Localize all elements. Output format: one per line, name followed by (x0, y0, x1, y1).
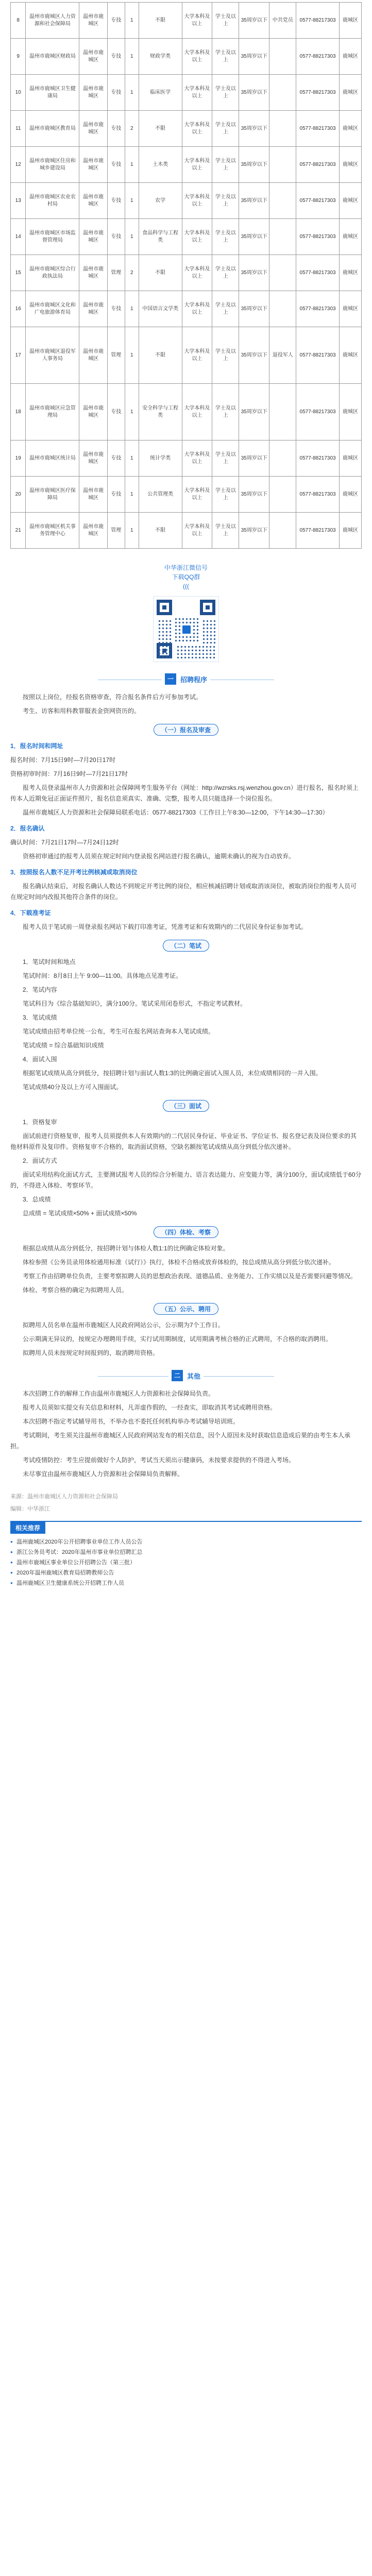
table-cell: 农学 (139, 183, 182, 219)
paragraph: 报考人员登录温州市人力资源和社会保障网考生服务平台（网址：http://wzrsks.rsj.wenzhou.gov.cn）进行报名，报名时须上传本人近期免冠正面证件照片，报名信息须真实、准确、完整，报考人员只能选择一个岗位报名。 (10, 784, 359, 802)
table-cell: 专技 (107, 219, 125, 255)
paragraph: 确认时间：7月21日17时—7月24日12时 (10, 839, 119, 846)
table-cell: 专技 (107, 75, 125, 111)
table-cell: 学士及以上 (212, 327, 239, 384)
sub-header-signup: （一）报名及审查 (10, 724, 362, 736)
table-cell: 大学本科及以上 (182, 111, 212, 147)
table-row (11, 291, 362, 327)
table-cell: 学士及以上 (212, 440, 239, 477)
table-cell: 学士及以上 (212, 477, 239, 513)
table-cell: 学士及以上 (212, 255, 239, 291)
paragraph: 考试疫情防控：考生应提前做好个人防护，考试当天须出示健康码，未按要求提供的不得进入考场。 (23, 1456, 295, 1464)
paragraph: 总成绩 = 笔试成绩×50% + 面试成绩×50% (23, 1210, 137, 1217)
table-row (11, 111, 362, 147)
table-cell: 不限 (139, 3, 182, 39)
recommendation-title: 相关推荐 (10, 1522, 45, 1534)
paragraph: 根据笔试成绩从高分到低分，按招聘计划与面试人数1:3的比例确定面试入围人员，末位成绩相同的一并入围。 (23, 1070, 322, 1077)
paragraph: 拟聘用人员未按规定时间报到的，取消聘用资格。 (23, 1349, 159, 1357)
table-row (11, 147, 362, 183)
table-cell: 学士及以上 (212, 147, 239, 183)
table-cell (269, 384, 296, 440)
table-cell (269, 75, 296, 111)
table-cell: 温州市鹿城区机关事务管理中心 (26, 513, 79, 549)
section-label: 其他 (187, 1372, 200, 1380)
table-cell: 9 (11, 39, 26, 75)
paragraph: 考试期间，考生须关注温州市鹿城区人民政府网站发布的相关信息，因个人原因未及时获取信息造成后果的由考生本人承担。 (10, 1432, 351, 1450)
table-cell: 鹿城区 (339, 183, 361, 219)
table-cell: 温州市鹿城区医疗保障局 (26, 477, 79, 513)
table-row (11, 255, 362, 291)
table-cell: 大学本科及以上 (182, 291, 212, 327)
subsection-title: 1．报名时间和网址 (10, 742, 63, 750)
table-cell: 专技 (107, 291, 125, 327)
table-cell: 温州市鹿城区 (79, 384, 107, 440)
recommendation-link[interactable]: ● 2020年温州鹿城区教育局招聘教师公告 (10, 1568, 362, 1578)
table-cell: 温州市鹿城区应急管理局 (26, 384, 79, 440)
table-cell: 大学本科及以上 (182, 3, 212, 39)
paragraph: 体检参照《公务员录用体检通用标准（试行）》执行，体检不合格或放弃体检的，按总成绩从高分到低分依次递补。 (23, 1259, 335, 1266)
table-cell (269, 291, 296, 327)
paragraph: 笔试时间：8月8日上午 9:00—11:00。具体地点见准考证。 (23, 972, 182, 979)
table-cell: 大学本科及以上 (182, 39, 212, 75)
table-cell: 1 (125, 327, 139, 384)
table-cell: 35周岁以下 (239, 183, 269, 219)
table-cell: 大学本科及以上 (182, 477, 212, 513)
paragraph: 体检、考察合格的确定为拟聘用人员。 (23, 1286, 128, 1294)
section-number: 一 (165, 673, 176, 685)
table-cell: 专技 (107, 111, 125, 147)
table-cell: 温州市鹿城区 (79, 3, 107, 39)
table-cell: 鹿城区 (339, 327, 361, 384)
table-cell: 温州市鹿城区 (79, 291, 107, 327)
table-cell: 温州市鹿城区 (79, 219, 107, 255)
recommendation-link[interactable]: ● 浙江公务员考试：2020年温州市事业单位招聘汇总 (10, 1547, 362, 1557)
table-cell: 0577-88217303 (296, 477, 340, 513)
paragraph: 3．总成绩 (23, 1196, 51, 1203)
table-cell: 温州市鹿城区农业农村局 (26, 183, 79, 219)
table-row (11, 219, 362, 255)
table-cell: 鹿城区 (339, 440, 361, 477)
table-row (11, 75, 362, 111)
table-cell (269, 39, 296, 75)
qr-code-image[interactable] (153, 596, 219, 662)
table-cell: 35周岁以下 (239, 111, 269, 147)
table-cell: 35周岁以下 (239, 255, 269, 291)
table-cell: 1 (125, 219, 139, 255)
table-cell: 35周岁以下 (239, 39, 269, 75)
paragraph: 温州市鹿城区人力资源和社会保障局联系电话：0577-88217303（工作日上午8:30—12:00，下午14:30—17:30） (23, 809, 329, 816)
table-row (11, 384, 362, 440)
table-cell: 0577-88217303 (296, 183, 340, 219)
table-cell: 11 (11, 111, 26, 147)
table-cell: 35周岁以下 (239, 291, 269, 327)
table-cell: 鹿城区 (339, 513, 361, 549)
paragraph: 资格初审时间：7月16日9时—7月21日17时 (10, 770, 128, 777)
paragraph: 根据总成绩从高分到低分，按招聘计划与体检人数1:1的比例确定体检对象。 (23, 1245, 229, 1252)
paragraph: 本次招聘工作的解释工作由温州市鹿城区人力资源和社会保障局负责。 (23, 1390, 215, 1397)
table-cell: 35周岁以下 (239, 219, 269, 255)
table-cell: 1 (125, 291, 139, 327)
table-cell: 35周岁以下 (239, 327, 269, 384)
table-cell: 温州市鹿城区 (79, 75, 107, 111)
table-cell: 1 (125, 384, 139, 440)
table-cell: 15 (11, 255, 26, 291)
table-cell: 温州市鹿城区统计局 (26, 440, 79, 477)
section-header-procedure (10, 673, 362, 686)
table-cell: 35周岁以下 (239, 3, 269, 39)
table-cell (269, 111, 296, 147)
table-cell: 17 (11, 327, 26, 384)
table-cell: 温州市鹿城区 (79, 255, 107, 291)
table-cell: 土木类 (139, 147, 182, 183)
table-cell: 不限 (139, 513, 182, 549)
table-cell: 安全科学与工程类 (139, 384, 182, 440)
table-cell: 0577-88217303 (296, 219, 340, 255)
table-cell: 温州市鹿城区 (79, 327, 107, 384)
table-cell: 鹿城区 (339, 291, 361, 327)
table-cell: 鹿城区 (339, 219, 361, 255)
qr-block (10, 563, 362, 662)
table-cell: 温州市鹿城区 (79, 183, 107, 219)
subsection-title: 2．报名确认 (10, 825, 45, 832)
table-cell: 12 (11, 147, 26, 183)
table-cell: 0577-88217303 (296, 327, 340, 384)
paragraph: 面试采用结构化面试方式，主要测试报考人员的综合分析能力、语言表达能力、应变能力等，满分100分，面试成绩低于60分的，不得进入体检、考察环节。 (10, 1171, 362, 1189)
table-cell: 0577-88217303 (296, 440, 340, 477)
table-cell: 管理 (107, 513, 125, 549)
table-cell: 临床医学 (139, 75, 182, 111)
table-cell: 温州市鹿城区市场监督管理局 (26, 219, 79, 255)
table-row (11, 3, 362, 39)
table-cell: 鹿城区 (339, 384, 361, 440)
table-row (11, 39, 362, 75)
table-cell: 温州市鹿城区住房和城乡建设局 (26, 147, 79, 183)
qr-caption-3: ((( (183, 583, 189, 590)
table-cell: 1 (125, 183, 139, 219)
table-cell: 专技 (107, 440, 125, 477)
table-cell: 35周岁以下 (239, 440, 269, 477)
table-cell: 专技 (107, 477, 125, 513)
table-cell: 鹿城区 (339, 477, 361, 513)
table-cell: 大学本科及以上 (182, 255, 212, 291)
table-cell: 8 (11, 3, 26, 39)
paragraph: 考察工作由招聘单位负责，主要考察拟聘人员的思想政治表现、道德品质、业务能力、工作实绩以及是否需要回避等情况。 (23, 1273, 357, 1280)
table-cell: 学士及以上 (212, 39, 239, 75)
table-cell: 学士及以上 (212, 291, 239, 327)
section-number: 二 (172, 1370, 183, 1381)
table-cell: 鹿城区 (339, 255, 361, 291)
table-row (11, 513, 362, 549)
paragraph: 拟聘用人员名单在温州市鹿城区人民政府网站公示，公示期为7个工作日。 (23, 1321, 224, 1329)
table-cell: 0577-88217303 (296, 513, 340, 549)
recruitment-table (10, 2, 362, 549)
table-cell: 不限 (139, 327, 182, 384)
recommendation-box (10, 1521, 362, 1588)
table-cell (269, 440, 296, 477)
section-label: 招聘程序 (180, 675, 207, 684)
table-cell: 温州市鹿城区财政局 (26, 39, 79, 75)
paragraph: 笔试成绩 = 综合基础知识成绩 (23, 1042, 104, 1049)
paragraph: 报考人员于笔试前一周登录报名网站下载打印准考证，凭准考证和有效期内的二代居民身份证参加考试。 (23, 923, 308, 930)
table-row (11, 327, 362, 384)
table-cell: 专技 (107, 147, 125, 183)
sub-header-publicity: （五）公示、聘用 (10, 1303, 362, 1315)
table-cell: 鹿城区 (339, 147, 361, 183)
table-cell: 1 (125, 513, 139, 549)
table-cell: 20 (11, 477, 26, 513)
table-cell: 1 (125, 477, 139, 513)
table-cell: 18 (11, 384, 26, 440)
table-cell: 大学本科及以上 (182, 440, 212, 477)
table-cell: 温州市鹿城区文化和广电旅游体育局 (26, 291, 79, 327)
section-header-other (10, 1370, 362, 1382)
paragraph: 笔试成绩40分及以上方可入围面试。 (23, 1083, 123, 1091)
recommendation-list (10, 1537, 362, 1588)
article-editor: 编辑：中华浙江 (10, 1506, 50, 1512)
table-cell: 0577-88217303 (296, 147, 340, 183)
table-cell: 学士及以上 (212, 384, 239, 440)
paragraph: 2．面试方式 (23, 1157, 57, 1164)
table-cell: 中国语言文学类 (139, 291, 182, 327)
table-cell: 温州市鹿城区 (79, 39, 107, 75)
table-cell: 不限 (139, 111, 182, 147)
paragraph: 报考人员须如实提交有关信息和材料，凡弄虚作假的，一经查实，即取消其考试或聘用资格。 (23, 1404, 277, 1411)
table-cell (269, 219, 296, 255)
table-cell: 温州市鹿城区 (79, 513, 107, 549)
table-cell: 温州市鹿城区 (79, 440, 107, 477)
table-cell: 温州市鹿城区卫生健康局 (26, 75, 79, 111)
table-cell: 0577-88217303 (296, 3, 340, 39)
recommendation-link[interactable]: ● 温州市鹿城区事业单位公开招聘公告（第三批） (10, 1557, 362, 1568)
table-cell: 1 (125, 39, 139, 75)
recommendation-link[interactable]: ● 温州鹿城区2020年公开招聘事业单位工作人员公告 (10, 1537, 362, 1547)
table-cell: 0577-88217303 (296, 75, 340, 111)
table-cell: 13 (11, 183, 26, 219)
table-cell: 2 (125, 111, 139, 147)
table-cell: 1 (125, 3, 139, 39)
table-cell: 21 (11, 513, 26, 549)
table-cell: 食品科学与工程类 (139, 219, 182, 255)
table-cell (269, 255, 296, 291)
table-cell: 学士及以上 (212, 3, 239, 39)
qr-logo-icon (181, 624, 192, 635)
table-cell (269, 147, 296, 183)
paragraph: 本次招聘不指定考试辅导用书，不举办也不委托任何机构举办考试辅导培训班。 (23, 1418, 240, 1425)
table-cell: 大学本科及以上 (182, 327, 212, 384)
paragraph: 报名确认结束后，对报名确认人数达不到规定开考比例的岗位，相应核减招聘计划或取消该岗位，被取消岗位的报考人员可在规定时间内改报其他符合条件的岗位。 (10, 883, 357, 901)
table-cell: 0577-88217303 (296, 255, 340, 291)
recommendation-link[interactable]: ● 温州鹿城区卫生健康系统公开招聘工作人员 (10, 1578, 362, 1588)
table-cell: 1 (125, 440, 139, 477)
sub-header-exam: （二）笔试 (10, 940, 362, 952)
paragraph: 报名时间：7月15日9时—7月20日17时 (10, 756, 116, 764)
table-cell: 大学本科及以上 (182, 384, 212, 440)
table-cell: 35周岁以下 (239, 384, 269, 440)
table-cell: 学士及以上 (212, 219, 239, 255)
table-cell (269, 477, 296, 513)
table-cell: 0577-88217303 (296, 384, 340, 440)
table-cell: 公共管理类 (139, 477, 182, 513)
paragraph: 按照以上岗位，经报名资格审查，符合报名条件后方可参加考试。 (23, 693, 202, 701)
table-cell: 不限 (139, 255, 182, 291)
sub-header-exam-check: （四）体检、考察 (10, 1226, 362, 1238)
table-cell: 35周岁以下 (239, 75, 269, 111)
table-cell: 大学本科及以上 (182, 183, 212, 219)
subsection-title: 3．按照报名人数不足开考比例核减或取消岗位 (10, 869, 138, 876)
article-source: 来源：温州市鹿城区人力资源和社会保障局 (10, 1494, 118, 1500)
table-cell: 温州市鹿城区退役军人事务局 (26, 327, 79, 384)
table-cell: 35周岁以下 (239, 513, 269, 549)
paragraph: 未尽事宜由温州市鹿城区人力资源和社会保障局负责解释。 (23, 1470, 184, 1478)
paragraph: 考生、访客和用科教罪服表金资网资历的。 (23, 707, 141, 715)
table-cell (269, 183, 296, 219)
table-cell: 统计学类 (139, 440, 182, 477)
table-cell: 0577-88217303 (296, 291, 340, 327)
table-cell: 2 (125, 255, 139, 291)
table-cell: 鹿城区 (339, 75, 361, 111)
table-cell: 温州市鹿城区 (79, 111, 107, 147)
paragraph: 笔试科目为《综合基础知识》，满分100分。笔试采用闭卷形式，不指定考试教材。 (23, 1000, 247, 1007)
table-cell: 专技 (107, 183, 125, 219)
table-cell: 管理 (107, 255, 125, 291)
table-row (11, 183, 362, 219)
table-cell: 16 (11, 291, 26, 327)
table-cell: 0577-88217303 (296, 39, 340, 75)
paragraph: 面试前进行资格复审，报考人员须提供本人有效期内的二代居民身份证、毕业证书、学位证书、报名登记表及岗位要求的其他材料原件及复印件。资格复审不合格的，取消面试资格，空缺名额按笔试成绩从高分到低分依次递补。 (10, 1132, 357, 1150)
paragraph: 资格初审通过的报考人员须在规定时间内登录报名网站进行报名确认，逾期未确认的视为自动放弃。 (23, 853, 295, 860)
paragraph: 1．资格复审 (23, 1118, 57, 1126)
table-cell: 专技 (107, 3, 125, 39)
table-cell: 退役军人 (269, 327, 296, 384)
table-cell: 专技 (107, 384, 125, 440)
table-cell: 鹿城区 (339, 3, 361, 39)
table-cell: 14 (11, 219, 26, 255)
table-cell: 19 (11, 440, 26, 477)
table-cell: 学士及以上 (212, 183, 239, 219)
qr-caption-1: 中华浙江微信号 (164, 564, 208, 571)
table-cell (269, 513, 296, 549)
table-cell: 财政学类 (139, 39, 182, 75)
table-cell: 管理 (107, 327, 125, 384)
sub-header-interview: （三）面试 (10, 1100, 362, 1112)
paragraph: 2．笔试内容 (23, 986, 57, 993)
subsection-title: 4．下载准考证 (10, 909, 51, 917)
table-cell: 0577-88217303 (296, 111, 340, 147)
qr-caption-2: 下载QQ群 (172, 573, 200, 581)
table-cell: 温州市鹿城区 (79, 477, 107, 513)
table-cell: 专技 (107, 39, 125, 75)
table-cell: 10 (11, 75, 26, 111)
table-cell: 35周岁以下 (239, 147, 269, 183)
table-cell: 学士及以上 (212, 111, 239, 147)
table-cell: 学士及以上 (212, 75, 239, 111)
table-cell: 温州市鹿城区人力资源和社会保障局 (26, 3, 79, 39)
table-cell: 35周岁以下 (239, 477, 269, 513)
paragraph: 1．笔试时间和地点 (23, 958, 76, 965)
table-cell: 中共党员 (269, 3, 296, 39)
table-cell: 温州市鹿城区教育局 (26, 111, 79, 147)
table-cell: 大学本科及以上 (182, 219, 212, 255)
paragraph: 4．面试入围 (23, 1056, 57, 1063)
table-cell: 温州市鹿城区综合行政执法局 (26, 255, 79, 291)
table-cell: 鹿城区 (339, 111, 361, 147)
table-cell: 大学本科及以上 (182, 75, 212, 111)
table-row (11, 440, 362, 477)
paragraph: 公示期满无异议的，按规定办理聘用手续，实行试用期制度，试用期满考核合格的正式聘用，不合格的取消聘用。 (23, 1335, 332, 1343)
table-cell: 大学本科及以上 (182, 513, 212, 549)
table-cell: 学士及以上 (212, 513, 239, 549)
table-cell: 1 (125, 75, 139, 111)
table-cell: 1 (125, 147, 139, 183)
table-cell: 鹿城区 (339, 39, 361, 75)
table-row (11, 477, 362, 513)
paragraph: 笔试成绩由招考单位统一公布，考生可在报名网站查询本人笔试成绩。 (23, 1028, 215, 1035)
table-cell: 温州市鹿城区 (79, 147, 107, 183)
paragraph: 3．笔试成绩 (23, 1014, 57, 1021)
table-cell: 大学本科及以上 (182, 147, 212, 183)
